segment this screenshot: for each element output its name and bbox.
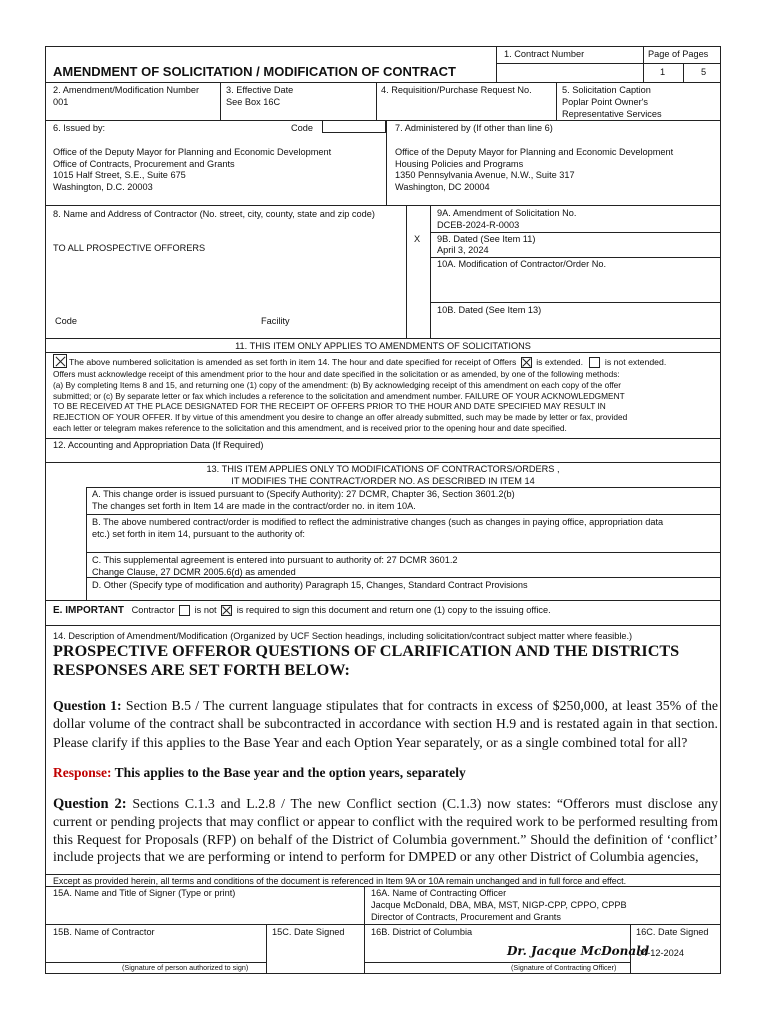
question-1 xyxy=(53,697,718,752)
box16b-label: 16B. District of Columbia xyxy=(371,927,473,937)
box10a-label: 10A. Modification of Contractor/Order No. xyxy=(437,259,607,269)
response-label: Response: xyxy=(53,765,112,780)
box9a-label: 9A. Amendment of Solicitation No. xyxy=(437,208,577,218)
box16a-label: 16A. Name of Contracting Officer xyxy=(371,888,507,898)
box15a-label: 15A. Name and Title of Signer (Type or print) xyxy=(53,888,236,898)
extended-label: is extended. xyxy=(536,357,584,367)
not-extended-label: is not extended. xyxy=(604,357,667,367)
response-1 xyxy=(53,764,466,782)
extended-checkbox[interactable] xyxy=(521,357,532,368)
box10b-label: 10B. Dated (See Item 13) xyxy=(437,305,542,315)
question-1-text: Section B.5 / The current language stipulates that for contracts in excess of $250,000, at least 35% of the dollar volume of the contract shall be subcontracted in accordance with section H.9 and is restated again in that section. Please clarify if this applies to the Base Year and each Option Year separately, or as a single combined total for all? xyxy=(53,698,719,750)
item11-line1 xyxy=(69,357,666,369)
item13-c: C. This supplemental agreement is entered into pursuant to authority of: 27 DCMR 3601.2 Change Clause, 27 DCMR 2005.6(d) as amended xyxy=(92,555,458,577)
officer-signature: Dr. Jacque McDonald xyxy=(507,944,650,958)
question-2-text: Sections C.1.3 and L.2.8 / The new Conflict section (C.1.3) now states: “Offerors must disclose any current or pending projects that may conflict or appear to conflict with the required work to be performed resulting from this Request for Proposals (RFP) on behalf of the District of Columbia government.” Should the definition of ‘conflict’ include projects that we are performing or intend to perform for DMPED or any other District of Columbia agencies, xyxy=(53,796,718,864)
item11-header: 11. THIS ITEM ONLY APPLIES TO AMENDMENTS OF SOLICITATIONS xyxy=(235,341,531,351)
item11-body: Offers must acknowledge receipt of this amendment prior to the hour and date specified in the solicitation or as amended, by one of the following methods: (a) By completing Items 8 and 15, and returning one (1) copy of the amendment: (b) By acknowledging receipt of this amendment on each copy of the offer submitted; or (c) By separate letter or fax which includes a reference to the solicitation and amendment number. FAILURE OF YOUR ACKNOWLEDGMENT TO BE RECEIVED AT THE PLACE DESIGNATED FOR THE RECEIPT OF OFFERS PRIOR TO THE HOUR AND DATE SPECIFIED MAY RESULT IN REJECTION OF YOUR OFFER. If by virtue of this amendment you desire to change an offer already submitted, such may be made by letter or fax, provided each letter or telegram makes reference to the solicitation and this amendment, and is received prior to the opening hour and date specified. xyxy=(53,369,628,433)
section-heading: PROSPECTIVE OFFEROR QUESTIONS OF CLARIFICATION AND THE DISTRICTS RESPONSES ARE SET FORTH BELOW: xyxy=(53,642,680,679)
box6-label: 6. Issued by: xyxy=(53,123,106,133)
box8-code-label: Code xyxy=(55,316,77,326)
item14-label: 14. Description of Amendment/Modification (Organized by UCF Section headings, including solicitation/contract subject matter where feasible.) xyxy=(53,631,633,641)
page-number: 1 xyxy=(660,67,666,77)
date-signed-value: 04-12-2024 xyxy=(637,948,684,958)
box15c-label: 15C. Date Signed xyxy=(272,927,345,937)
box2-value: 001 xyxy=(53,97,69,107)
box5-label: 5. Solicitation Caption xyxy=(562,85,651,95)
box6-value: Office of the Deputy Mayor for Planning and Economic Development Office of Contracts, Procurement and Grants 1015 Half Street, S.E., Suite 675 Washington, D.C. 20003 xyxy=(53,147,332,192)
item13-b: B. The above numbered contract/order is modified to reflect the administrative changes (such as changes in paying office, appropriation data etc.) set forth in item 14, pursuant to the authority of: xyxy=(92,517,664,539)
important-rest: is required to sign this document and return one (1) copy to the issuing office. xyxy=(236,605,551,615)
box9b-value: April 3, 2024 xyxy=(437,245,489,255)
box16a-value: Jacque McDonald, DBA, MBA, MST, NIGP-CPP, CPPO, CPPB Director of Contracts, Procurement and Grants xyxy=(371,900,627,922)
contract-number-label: 1. Contract Number xyxy=(504,49,585,59)
box8-facility-label: Facility xyxy=(261,316,290,326)
important-label: E. IMPORTANT xyxy=(53,605,124,616)
box16c-label: 16C. Date Signed xyxy=(636,927,709,937)
sig-caption-officer: (Signature of Contracting Officer) xyxy=(511,963,617,972)
not-extended-checkbox[interactable] xyxy=(589,357,600,368)
box4-label: 4. Requisition/Purchase Request No. xyxy=(381,85,532,95)
item13-d: D. Other (Specify type of modification and authority) Paragraph 15, Changes, Standard Contract Provisions xyxy=(92,580,528,590)
total-pages: 5 xyxy=(701,67,707,77)
box9a-value: DCEB-2024-R-0003 xyxy=(437,220,520,230)
box7-value: Office of the Deputy Mayor for Planning and Economic Development Housing Policies and Programs 1350 Pennsylvania Avenue, N.W., Suite 317 Washington, DC 20004 xyxy=(395,147,674,192)
form-title: AMENDMENT OF SOLICITATION / MODIFICATION OF CONTRACT xyxy=(53,64,456,79)
box3-label: 3. Effective Date xyxy=(226,85,294,95)
item13-header: 13. THIS ITEM APPLIES ONLY TO MODIFICATIONS OF CONTRACTORS/ORDERS , IT MODIFIES THE CONTRACT/ORDER NO. AS DESCRIBED IN ITEM 14 xyxy=(206,464,560,486)
box15b-label: 15B. Name of Contractor xyxy=(53,927,155,937)
item13-a: A. This change order is issued pursuant to (Specify Authority): 27 DCMR, Chapter 36, Section 3601.2(b) The changes set forth in Item 14 are made in the contract/order no. in item 10A. xyxy=(92,489,515,511)
important-is-not: is not xyxy=(194,605,217,615)
item12-label: 12. Accounting and Appropriation Data (If Required) xyxy=(53,440,264,450)
important-contractor: Contractor xyxy=(131,605,175,615)
box9b-label: 9B. Dated (See Item 11) xyxy=(437,234,536,244)
response-text: This applies to the Base year and the option years, separately xyxy=(114,765,466,780)
item11-line1-text: The above numbered solicitation is amended as set forth in item 14. The hour and date specified for receipt of Offers xyxy=(69,357,517,367)
footer-note: Except as provided herein, all terms and conditions of the document is referenced in Item 9A or 10A remain unchanged and in full force and effect. xyxy=(53,876,627,886)
question-2 xyxy=(53,795,718,865)
question-1-label: Question 1: xyxy=(53,698,122,713)
question-2-label: Question 2: xyxy=(53,796,127,812)
item11-amended-checkbox[interactable] xyxy=(53,354,67,368)
box7-label: 7. Administered by (If other than line 6) xyxy=(395,123,553,133)
box6-code-field xyxy=(322,120,386,133)
page-of-pages-label: Page of Pages xyxy=(648,49,709,59)
important-row xyxy=(53,605,551,617)
contractor-is-not-checkbox[interactable] xyxy=(221,605,232,616)
box2-label: 2. Amendment/Modification Number xyxy=(53,85,200,95)
box9-x-mark: X xyxy=(414,234,421,244)
box8-value: TO ALL PROSPECTIVE OFFORERS xyxy=(53,243,206,253)
box3-value: See Box 16C xyxy=(226,97,281,107)
box8-label: 8. Name and Address of Contractor (No. street, city, county, state and zip code) xyxy=(53,209,375,219)
box6-code-label: Code xyxy=(291,123,313,133)
contractor-is-checkbox[interactable] xyxy=(179,605,190,616)
sig-caption-contractor: (Signature of person authorized to sign) xyxy=(122,963,249,972)
box5-value: Poplar Point Owner's Representative Services xyxy=(562,97,662,119)
